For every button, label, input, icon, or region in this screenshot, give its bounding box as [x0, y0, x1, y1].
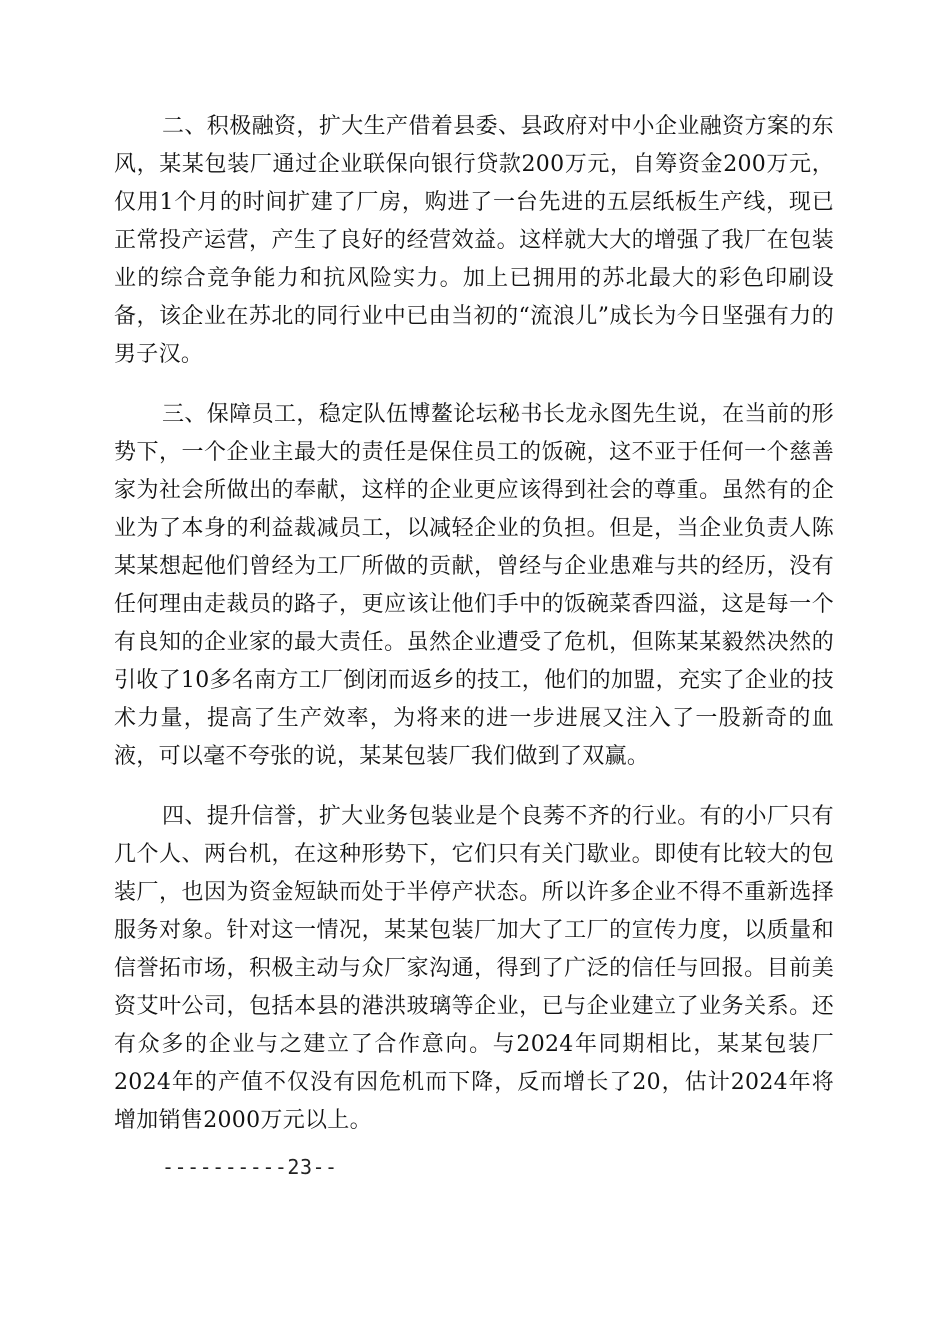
- page-number-footer: ----------23--: [162, 1155, 338, 1179]
- paragraph-reputation: 四、提升信誉，扩大业务包装业是个良莠不齐的行业。有的小厂只有几个人、两台机，在这种形势下，它们只有关门歇业。即使有比较大的包装厂，也因为资金短缺而处于半停产状态。所以许多企业不得不重新选择服务对象。针对这一情况，某某包装厂加大了工厂的宣传力度，以质量和信誉拓市场，积极主动与众厂家沟通，得到了广泛的信任与回报。目前美资艾叶公司，包括本县的港洪玻璃等企业，已与企业建立了业务关系。还有众多的企业与之建立了合作意向。与2024年同期相比，某某包装厂2024年的产值不仅没有因危机而下降，反而增长了20，估计2024年将增加销售2000万元以上。: [114, 804, 834, 1133]
- paragraph-financing: 二、积极融资，扩大生产借着县委、县政府对中小企业融资方案的东风，某某包装厂通过企业联保向银行贷款200万元，自筹资金200万元，仅用1个月的时间扩建了厂房，购进了一台先进的五层纸板生产线，现已正常投产运营，产生了良好的经营效益。这样就大大的增强了我厂在包装业的综合竞争能力和抗风险实力。加上已拥用的苏北最大的彩色印刷设备，该企业在苏北的同行业中已由当初的“流浪儿”成长为今日坚强有力的男子汉。: [114, 114, 834, 367]
- paragraph-employees: 三、保障员工，稳定队伍博鳌论坛秘书长龙永图先生说，在当前的形势下，一个企业主最大的责任是保住员工的饭碗，这不亚于任何一个慈善家为社会所做出的奉献，这样的企业更应该得到社会的尊重。虽然有的企业为了本身的利益裁减员工，以减轻企业的负担。但是，当企业负责人陈某某想起他们曾经为工厂所做的贡献，曾经与企业患难与共的经历，没有任何理由走裁员的路子，更应该让他们手中的饭碗菜香四溢，这是每一个有良知的企业家的最大责任。虽然企业遭受了危机，但陈某某毅然决然的引收了10多名南方工厂倒闭而返乡的技工，他们的加盟，充实了企业的技术力量，提高了生产效率，为将来的进一步进展又注入了一股新奇的血液，可以毫不夸张的说，某某包装厂我们做到了双赢。: [114, 402, 834, 769]
- document-body: [114, 108, 834, 1140]
